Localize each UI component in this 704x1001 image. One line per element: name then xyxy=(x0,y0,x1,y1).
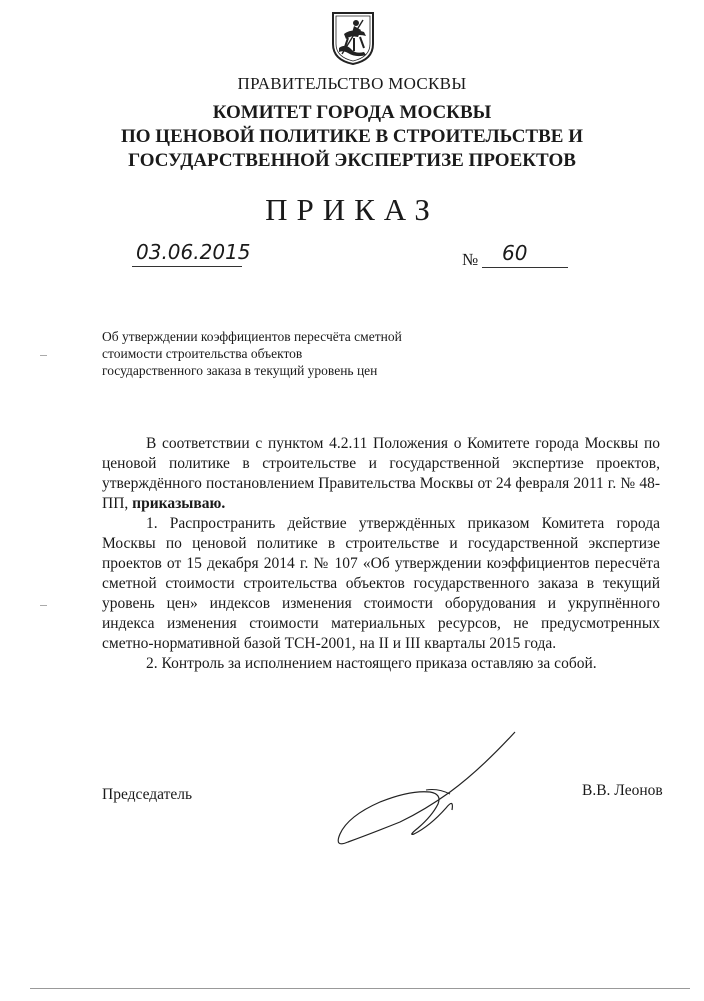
signatory-position: Председатель xyxy=(102,786,193,803)
number-underline xyxy=(482,267,568,268)
order-number-label: № xyxy=(462,250,479,269)
item-2-paragraph: 2. Контроль за исполнением настоящего приказа оставляю за собой. xyxy=(146,655,597,672)
moscow-coat-of-arms-icon xyxy=(330,10,376,66)
handwritten-signature xyxy=(330,730,520,860)
order-subject: Об утверждении коэффициентов пересчёта сметной стоимости строительства объектов государственного заказа в текущий уровень цен xyxy=(102,329,402,378)
order-number: 60 xyxy=(502,241,528,265)
date-underline xyxy=(132,266,242,267)
committee-name-line-1: КОМИТЕТ ГОРОДА МОСКВЫ xyxy=(212,102,492,123)
order-date: 03.06.2015 xyxy=(136,240,251,264)
preamble-text: В соответствии с пунктом 4.2.11 Положения о Комитете города Москвы по ценовой политике в строительстве и государственной экспертизе проектов, утверждённого постановлением Правительства Москвы от 24 февраля 2011 г. № 48-ПП, xyxy=(102,435,660,512)
margin-mark xyxy=(40,605,47,606)
preamble-paragraph xyxy=(102,434,660,514)
signatory-name: В.В. Леонов xyxy=(582,782,663,799)
committee-name-line-3: ГОСУДАРСТВЕННОЙ ЭКСПЕРТИЗЕ ПРОЕКТОВ xyxy=(128,150,576,171)
order-verb: приказываю. xyxy=(132,495,226,512)
document-type-title: ПРИКАЗ xyxy=(265,192,439,227)
item-1-paragraph: 1. Распространить действие утверждённых приказом Комитета города Москвы по ценовой политике в строительстве и государственной экспертизе проектов от 15 декабря 2014 г. № 107 «Об утверждении коэффициентов пересчёта сметной стоимости строительства объектов государственного заказа в текущий уровень цен» индексов изменения стоимости оборудования и укрупнённого индекса изменения стоимости материальных ресурсов, не предусмотренных сметно-нормативной базой ТСН-2001, на II и III кварталы 2015 года. xyxy=(102,515,660,652)
margin-mark xyxy=(40,355,47,356)
page-bottom-rule xyxy=(30,988,690,989)
government-name: ПРАВИТЕЛЬСТВО МОСКВЫ xyxy=(237,74,467,93)
order-body xyxy=(102,434,660,674)
committee-name-line-2: ПО ЦЕНОВОЙ ПОЛИТИКЕ В СТРОИТЕЛЬСТВЕ И xyxy=(121,126,583,147)
